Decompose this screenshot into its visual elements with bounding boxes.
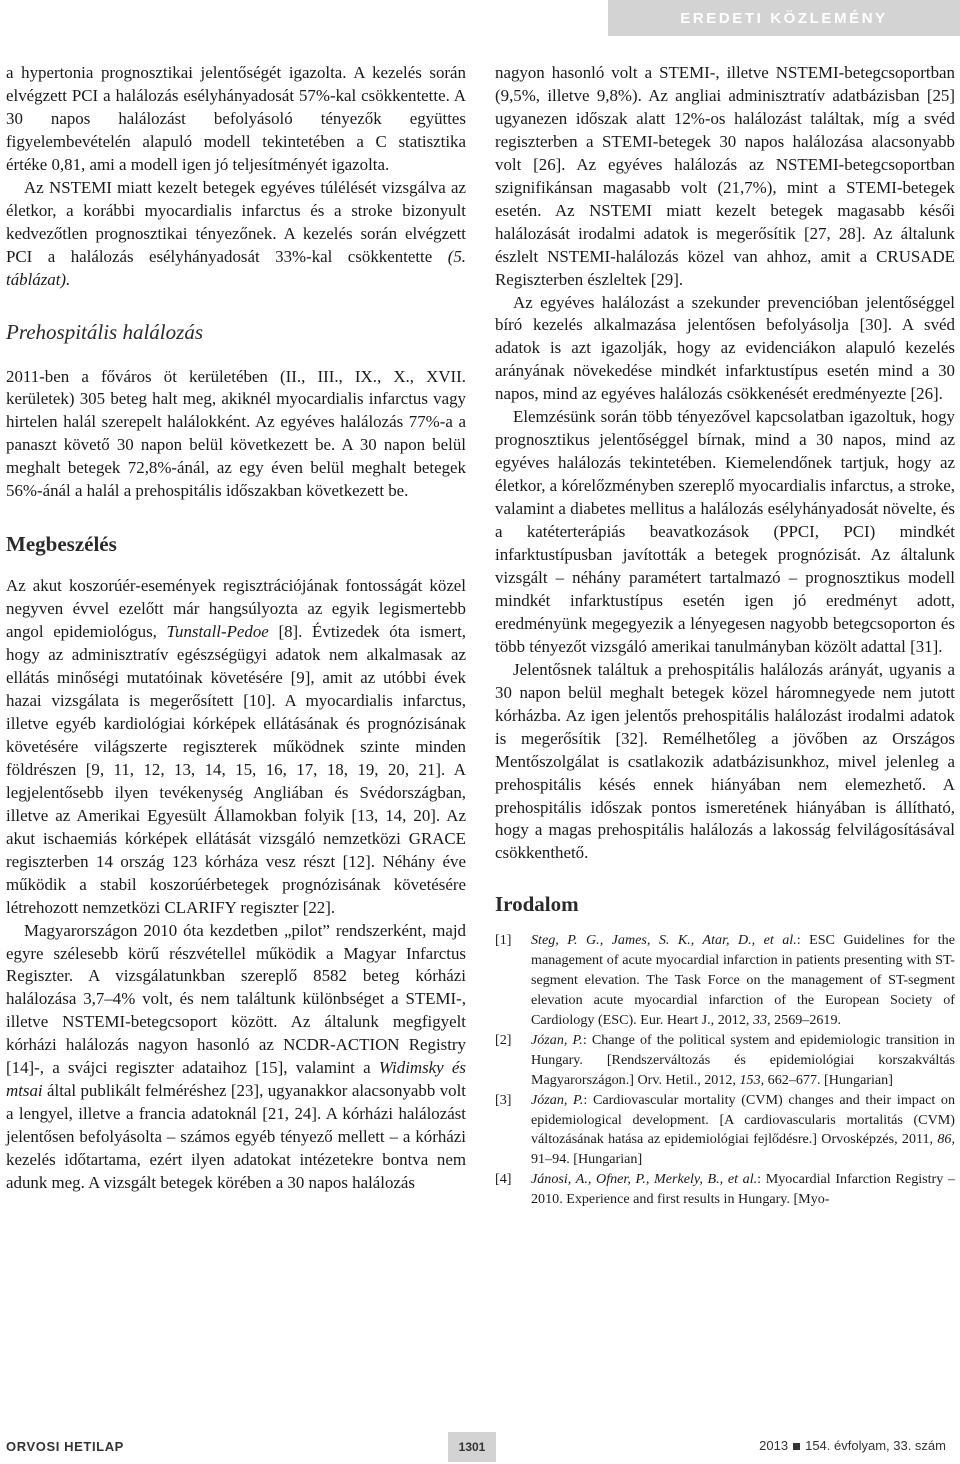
left-column [6,62,466,1195]
reference-separator: : [796,932,810,949]
subheading-prehospital: Prehospitális halálozás [6,319,203,344]
reference-text: ESC Guidelines for the management of acute myocardial infarction in patients presenting with ST-segment elevation. The Task Force on the management of ST-segment elevation acute myocardial infarction of the European Society of Cardiology (ESC). Eur. Heart J., 2012, [531,932,955,1028]
paragraph: Az egyéves halálozást a szekunder prevencióban jelentőséggel bíró kezelés alkalmazása jelentősen befolyásolja [30]. A svéd adatok is azt igazolják, hogy az evidenciákon alapuló kezelés arányának növekedése mindkét infarktustípus esetén mind a 30 napos, mind az egyéves halálozás csökkenését eredményezte [26]. [495,292,955,404]
paragraph: nagyon hasonló volt a STEMI-, illetve NSTEMI-betegcsoportban (9,5%, illetve 9,8%). Az angliai adminisztratív adatbázisban [25] ugyanezen időszak alatt 12%-os halálozást találtak, míg a svéd regiszterben a STEMI-betegek 30 napos halálozása alacsonyabb volt [26]. Az egyéves halálozás az NSTEMI-betegcsoportban szignifikánsan magasabb volt (21,7%), mint a STEMI-betegek esetén. Az NSTEMI miatt kezelt betegek magasabb késői halálozását irodalmi adatok is megerősítik [27, 28]. Az általunk észlelt NSTEMI-halálozás közel van ahhoz, amit a CRUSADE Regiszterben észleltek [29]. [495,63,955,289]
reference-separator: : [582,1031,592,1048]
reference-authors: Steg, P. G., James, S. K., Atar, D., et al. [531,932,797,949]
reference-separator: : [757,1171,766,1188]
author-name: Widimsky és mtsai [6,1058,467,1101]
text-run: [8]. Évtizedek óta ismert, hogy az adminisztratív egészségügyi adatok nem alkalmasak az ellátás minőségi mutatóinak követésére [9], amit az utóbbi évek hazai vizsgálata is megerősített [10]. A myocardialis infarctus, illetve egyéb kardiológiai kórképek ellátásának és prognózisának követésére világszerte regiszterek működnek szinte minden földrészen [9, 11, 12, 13, 14, 15, 16, 17, 18, 19, 20, 21]. A legjelentősebb ilyen tevékenység Angliában és Svédországban, illetve az Amerikai Egyesült Államokban folyik [13, 14, 20]. Az akut ischaemiás kórképek ellátását vizsgáló nemzetközi GRACE regiszterben 14 ország 123 kórháza vesz részt [12]. Néhány éve működik a stabil koszorúérbetegek prognózisának követésére létrehozott nemzetközi CLARIFY regiszter [22]. [6,622,466,917]
page-footer [0,1428,960,1464]
reference-item [495,931,955,1031]
reference-item [495,1091,955,1171]
issue-info [759,1438,946,1453]
journal-name: ORVOSI HETILAP [6,1439,124,1454]
reference-authors: Józan, P. [531,1091,584,1108]
text-run: által publikált felméréshez [23], ugyanakkor alacsonyabb volt a lengyel, illetve a francia adatoknál [21, 24]. A kórházi halálozást jelentősen befolyásolta – számos egyéb tényező mellett – a kórházi kezelés időtartama, ezért ilyen adatokat intézetekre bontva nem adunk meg. A vizsgált betegek körében a 30 napos halálozás [6,1081,466,1193]
reference-authors: Jánosi, A., Ofner, P., Merkely, B., et al. [531,1171,758,1188]
author-name: Tunstall-Pedoe [166,622,269,642]
reference-separator: : [583,1091,593,1108]
reference-volume: 33, [752,1011,771,1028]
paragraph: 2011-ben a főváros öt kerületében (II., III., IX., X., XVII. kerületek) 305 beteg halt meg, akiknél myocardialis infarctus vagy hirtelen halál szerepelt halálokként. Az egyéves halálozás 77%-a a panaszt követő 30 napon belül következett be. A 30 napon belül meghalt betegek 72,8%-ánál, az egy éven belül meghalt betegek 56%-ánál a halál a prehospitális időszakban következett be. [6,366,466,501]
reference-text: 2569–2619. [770,1011,842,1028]
reference-list [495,931,955,1210]
reference-number: [3] [495,1091,512,1108]
section-label: EREDETI KÖZLEMÉNY [608,0,960,36]
heading-references: Irodalom [495,892,579,917]
reference-text: Myocardial Infarction Registry – 2010. Experience and first results in Hungary. [Myo- [531,1171,955,1208]
square-bullet-icon [793,1443,800,1450]
heading-discussion: Megbeszélés [6,532,117,557]
text-run: Magyarországon 2010 óta kezdetben „pilot” rendszerként, majd egyre szélesebb körű részvétellel működik a Magyar Infarctus Regiszter. A vizsgálatunkban szereplő 8582 beteg kórházi halálozása 3,7–4% volt, és nem találtunk különbséget a STEMI-, illetve NSTEMI-betegcsoport között. Az általunk megfigyelt kórházi halálozás nagyon hasonló az NCDR-ACTION Registry [14]-, a svájci regiszter adataihoz [15], valamint a [6,920,466,1078]
reference-authors: Józan, P. [531,1031,583,1048]
text-run: Az NSTEMI miatt kezelt betegek egyéves túlélését vizsgálva az életkor, a korábbi myocardialis infarctus és a stroke bizonyult kedvezőtlen prognosztikai tényezőnek. A kezelés során elvégzett PCI a halálozás esélyhányadosát 33%-kal csökkentette [6,177,466,266]
reference-text: Cardiovascular mortality (CVM) changes and their impact on epidemiological development. [A cardiovascularis mortalitás (CVM) változásának hatása az epidemiológiai fejlődésre.] Orvosképzés, 2011, [531,1091,955,1148]
year: 2013 [759,1438,789,1453]
paragraph: Elemzésünk során több tényezővel kapcsolatban igazoltuk, hogy prognosztikus jelentőséggel bírnak, mind a 30 napos, mind az egyéves halálozás tekintetében. Kiemelendőnek tartjuk, hogy az életkor, a kórelőzményben szereplő myocardialis infarctus, a stroke, valamint a diabetes mellitus a halálozás esélyhányadosát növelte, és a katéterterápiás beavatkozások (PPCI, PCI) mindkét infarktustípusban javították a betegek prognózisát. Az általunk vizsgált – néhány paramétert tartalmazó – prognosztikus modell mindkét infarktustípus esetén igen jó eredményt adott, eredményünk megegyezik a lényegesen nagyobb betegcsoporton és több tényezőt vizsgáló amerikai tanulmányban közölt adattal [31]. [495,407,955,656]
reference-item [495,1031,955,1091]
reference-number: [4] [495,1171,512,1188]
page-number: 1301 [448,1432,496,1462]
reference-number: [2] [495,1031,512,1048]
reference-text: Change of the political system and epidemiologic transition in Hungary. [Rendszerváltozás és epidemiológiai korszakváltás Magyarországon.] Orv. Hetil., 2012, [531,1031,955,1088]
volume-issue: 154. évfolyam, 33. szám [805,1438,946,1453]
reference-volume: 153, [739,1071,765,1088]
reference-text: 662–677. [Hungarian] [764,1071,893,1088]
reference-number: [1] [495,932,512,949]
reference-text: 91–94. [Hungarian] [531,1151,643,1168]
text-run: Az akut koszorúér-események regisztrációjának fontosságát közel negyven évvel ezelőtt már hangsúlyozta az egyik legismertebb angol epidemiológus, [6,576,466,642]
paragraph [6,575,466,919]
right-column [495,62,955,1210]
paragraph: a hypertonia prognosztikai jelentőségét igazolta. A kezelés során elvégzett PCI a halálozás esélyhányadosát 57%-kal csökkentette. A 30 napos halálozást befolyásoló tényezők együttes figyelembevételén alapuló modell tekintetében a C statisztika értéke 0,81, ami a modell igen jó teljesítményét igazolta. [6,63,466,174]
paragraph [6,177,466,292]
reference-item [495,1170,955,1210]
paragraph [6,920,466,1195]
paragraph: Jelentősnek találtuk a prehospitális halálozás arányát, ugyanis a 30 napon belül meghalt betegek közel háromnegyede nem jutott kórházba. Az igen jelentős prehospitális halálozást irodalmi adatok is megerősítik [32]. Remélhetőleg a jövőben az Országos Mentőszolgálat is csatlakozik adatbázisunkhoz, mivel jelenleg a prehospitális késés ennek hiányában nem elemezhető. A prehospitális időszak pontos ismeretének hiányában is állítható, hogy a magas prehospitális halálozás a lakosság felvilágosításával csökkenthető. [495,659,955,863]
table-reference: (5. táblázat). [6,246,466,289]
reference-volume: 86, [937,1131,955,1148]
